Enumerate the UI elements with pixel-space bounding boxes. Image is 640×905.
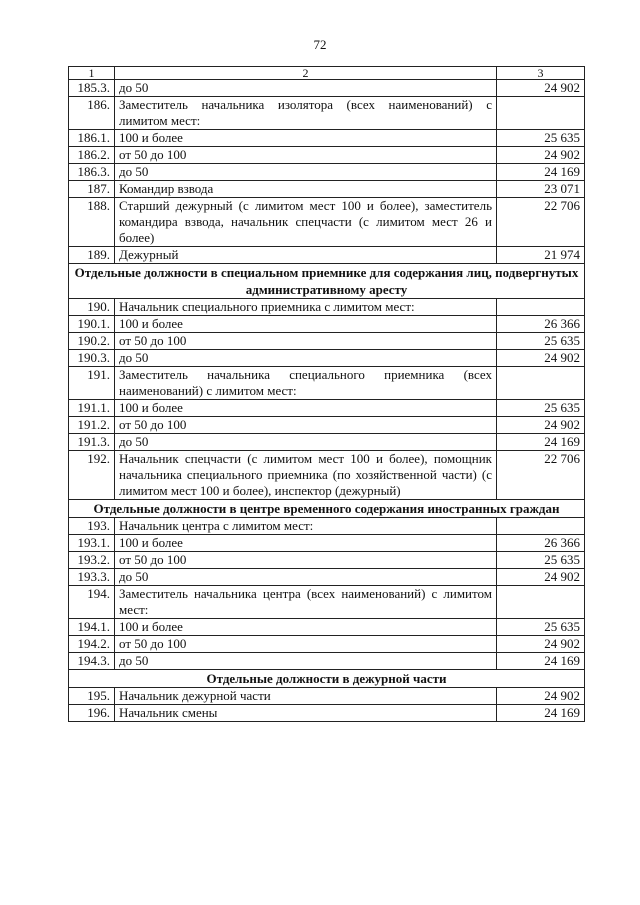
- salary-value: [497, 367, 585, 400]
- item-number: 190.2.: [69, 333, 115, 350]
- salary-value: 22 706: [497, 451, 585, 500]
- salary-value: 25 635: [497, 619, 585, 636]
- salary-value: 25 635: [497, 130, 585, 147]
- salary-table: [68, 66, 585, 722]
- table-row: [69, 316, 585, 333]
- position-description: Начальник центра с лимитом мест:: [115, 518, 497, 535]
- salary-value: 26 366: [497, 316, 585, 333]
- table-row: [69, 417, 585, 434]
- position-description: Начальник дежурной части: [115, 688, 497, 705]
- column-header-3: 3: [497, 67, 585, 80]
- salary-value: 24 902: [497, 636, 585, 653]
- table-row: [69, 181, 585, 198]
- table-row: [69, 247, 585, 264]
- salary-value: [497, 299, 585, 316]
- table-row: [69, 147, 585, 164]
- item-number: 186.3.: [69, 164, 115, 181]
- table-row: [69, 198, 585, 247]
- item-number: 193.3.: [69, 569, 115, 586]
- item-number: 186.1.: [69, 130, 115, 147]
- item-number: 190.3.: [69, 350, 115, 367]
- item-number: 194.1.: [69, 619, 115, 636]
- section-title: Отдельные должности в центре временного содержания иностранных граждан: [69, 500, 585, 518]
- position-description: от 50 до 100: [115, 333, 497, 350]
- position-description: 100 и более: [115, 535, 497, 552]
- item-number: 193.1.: [69, 535, 115, 552]
- column-header-2: 2: [115, 67, 497, 80]
- item-number: 189.: [69, 247, 115, 264]
- table-row: [69, 518, 585, 535]
- position-description: до 50: [115, 80, 497, 97]
- position-description: Заместитель начальника изолятора (всех наименований) с лимитом мест:: [115, 97, 497, 130]
- table-row: [69, 333, 585, 350]
- table-row: [69, 130, 585, 147]
- item-number: 191.1.: [69, 400, 115, 417]
- item-number: 191.2.: [69, 417, 115, 434]
- salary-value: 24 169: [497, 164, 585, 181]
- position-description: Старший дежурный (с лимитом мест 100 и более), заместитель командира взвода, начальник спецчасти (с лимитом мест 26 и более): [115, 198, 497, 247]
- salary-value: 24 902: [497, 147, 585, 164]
- position-description: до 50: [115, 434, 497, 451]
- position-description: 100 и более: [115, 130, 497, 147]
- item-number: 190.: [69, 299, 115, 316]
- table-row: [69, 164, 585, 181]
- salary-value: 21 974: [497, 247, 585, 264]
- item-number: 196.: [69, 705, 115, 722]
- item-number: 186.2.: [69, 147, 115, 164]
- table-row: [69, 350, 585, 367]
- table-row: [69, 636, 585, 653]
- salary-value: 23 071: [497, 181, 585, 198]
- salary-value: [497, 97, 585, 130]
- position-description: до 50: [115, 350, 497, 367]
- table-row: [69, 535, 585, 552]
- item-number: 192.: [69, 451, 115, 500]
- section-header-row: [69, 264, 585, 299]
- salary-value: 24 169: [497, 434, 585, 451]
- item-number: 194.3.: [69, 653, 115, 670]
- position-description: 100 и более: [115, 316, 497, 333]
- table-row: [69, 569, 585, 586]
- table-row: [69, 688, 585, 705]
- salary-value: 24 902: [497, 80, 585, 97]
- section-header-row: [69, 670, 585, 688]
- page-number: 72: [313, 37, 327, 52]
- position-description: от 50 до 100: [115, 552, 497, 569]
- position-description: до 50: [115, 164, 497, 181]
- salary-value: [497, 518, 585, 535]
- table-row: [69, 586, 585, 619]
- table-row: [69, 705, 585, 722]
- table-row: [69, 97, 585, 130]
- position-description: Командир взвода: [115, 181, 497, 198]
- item-number: 191.: [69, 367, 115, 400]
- position-description: до 50: [115, 569, 497, 586]
- item-number: 195.: [69, 688, 115, 705]
- position-description: Начальник смены: [115, 705, 497, 722]
- item-number: 194.2.: [69, 636, 115, 653]
- position-description: от 50 до 100: [115, 417, 497, 434]
- salary-value: 25 635: [497, 333, 585, 350]
- salary-value: 22 706: [497, 198, 585, 247]
- salary-value: 24 169: [497, 653, 585, 670]
- position-description: Начальник специального приемника с лимитом мест:: [115, 299, 497, 316]
- table-row: [69, 451, 585, 500]
- section-header-row: [69, 500, 585, 518]
- position-description: до 50: [115, 653, 497, 670]
- table-row: [69, 552, 585, 569]
- section-title: Отдельные должности в дежурной части: [69, 670, 585, 688]
- table-row: [69, 299, 585, 316]
- item-number: 185.3.: [69, 80, 115, 97]
- item-number: 193.2.: [69, 552, 115, 569]
- position-description: Дежурный: [115, 247, 497, 264]
- position-description: 100 и более: [115, 400, 497, 417]
- position-description: Начальник спецчасти (с лимитом мест 100 и более), помощник начальника специального приемника (по хозяйственной части) (с лимитом мест 100 и более), инспектор (дежурный): [115, 451, 497, 500]
- item-number: 194.: [69, 586, 115, 619]
- item-number: 186.: [69, 97, 115, 130]
- salary-value: 24 902: [497, 417, 585, 434]
- item-number: 191.3.: [69, 434, 115, 451]
- table-row: [69, 80, 585, 97]
- table-row: [69, 434, 585, 451]
- salary-value: 24 169: [497, 705, 585, 722]
- table-row: [69, 400, 585, 417]
- item-number: 187.: [69, 181, 115, 198]
- column-header-1: 1: [69, 67, 115, 80]
- salary-value: 24 902: [497, 350, 585, 367]
- position-description: от 50 до 100: [115, 636, 497, 653]
- item-number: 193.: [69, 518, 115, 535]
- item-number: 190.1.: [69, 316, 115, 333]
- position-description: 100 и более: [115, 619, 497, 636]
- position-description: от 50 до 100: [115, 147, 497, 164]
- table-row: [69, 367, 585, 400]
- salary-value: 24 902: [497, 688, 585, 705]
- salary-value: 24 902: [497, 569, 585, 586]
- section-title: Отдельные должности в специальном приемнике для содержания лиц, подвергнутых административному аресту: [69, 264, 585, 299]
- salary-value: 25 635: [497, 552, 585, 569]
- salary-value: [497, 586, 585, 619]
- table-row: [69, 653, 585, 670]
- position-description: Заместитель начальника специального приемника (всех наименований) с лимитом мест:: [115, 367, 497, 400]
- table-row: [69, 619, 585, 636]
- salary-value: 25 635: [497, 400, 585, 417]
- table-body: [69, 80, 585, 722]
- salary-value: 26 366: [497, 535, 585, 552]
- table-header-row: [69, 67, 585, 80]
- item-number: 188.: [69, 198, 115, 247]
- position-description: Заместитель начальника центра (всех наименований) с лимитом мест:: [115, 586, 497, 619]
